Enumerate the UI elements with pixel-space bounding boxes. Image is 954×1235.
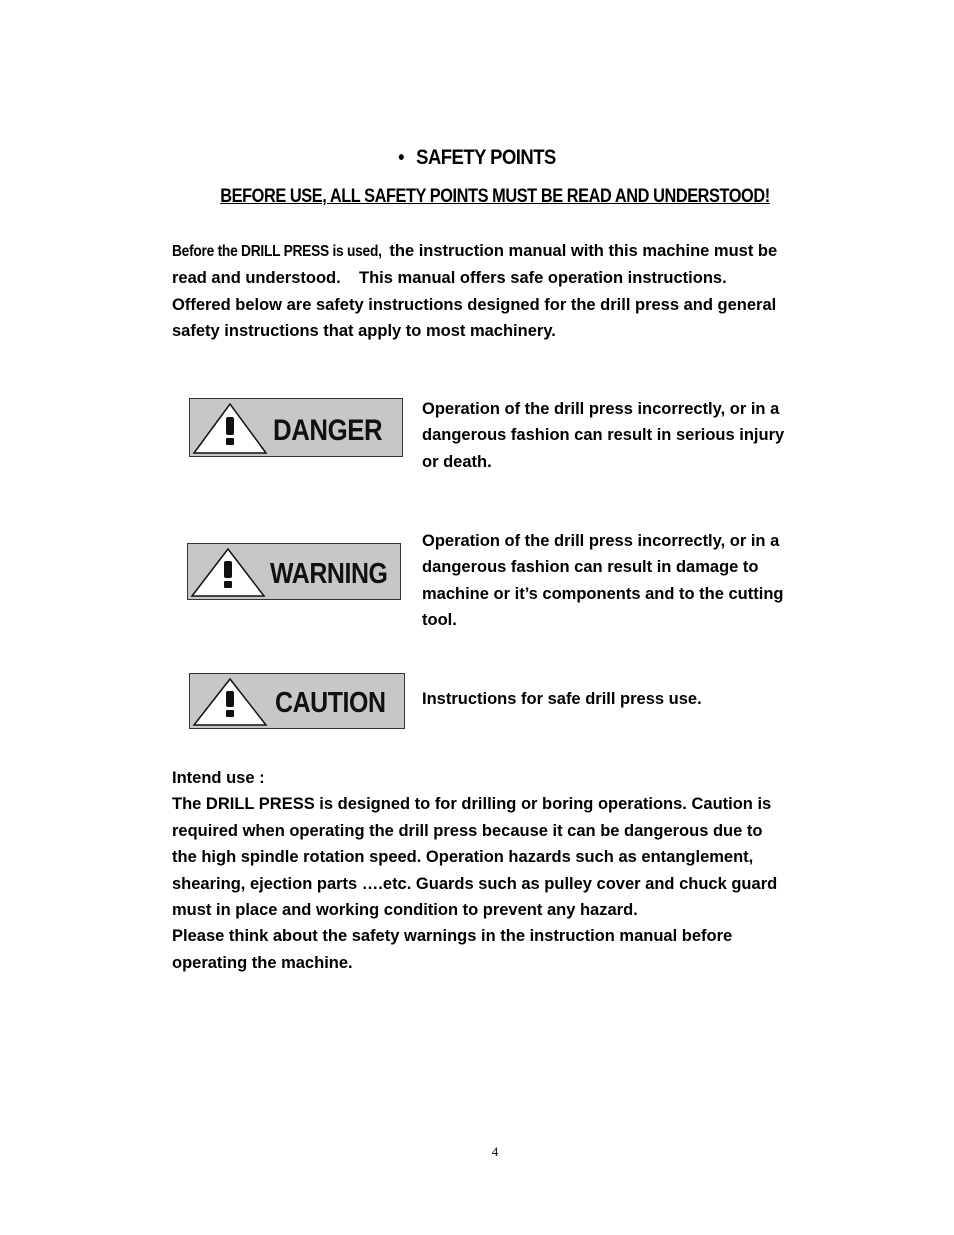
intend-use-line-1: The DRILL PRESS is designed to for drilling or boring operations. Caution is (172, 795, 772, 814)
intend-use-section (172, 765, 777, 976)
warning-label: WARNING (270, 558, 388, 590)
intro-lead: Before the DRILL PRESS is used, (172, 243, 382, 260)
danger-label: DANGER (273, 414, 383, 447)
intend-use-line-6: Please think about the safety warnings in the instruction manual before (172, 927, 733, 946)
intend-use-line-5: must in place and working condition to prevent any hazard. (172, 901, 638, 920)
intro-line-1 (172, 238, 777, 265)
intend-use-line-2: required when operating the drill press because it can be dangerous due to (172, 821, 763, 840)
danger-line-3: or death. (422, 452, 492, 471)
section-subtitle: BEFORE USE, ALL SAFETY POINTS MUST BE READ AND UNDERSTOOD! (220, 186, 770, 207)
danger-sign (189, 398, 403, 457)
warning-description (422, 528, 784, 634)
danger-description (422, 396, 784, 475)
warning-line-1: Operation of the drill press incorrectly, or in a (422, 532, 780, 550)
page-number: 4 (491, 1144, 499, 1159)
warning-sign (187, 543, 401, 600)
caution-sign (189, 673, 405, 729)
intend-use-line-7: operating the machine. (172, 953, 353, 972)
caution-description (422, 686, 702, 712)
bullet: • (398, 147, 404, 169)
intro-line-4: safety instructions that apply to most machinery. (172, 322, 556, 341)
intend-use-heading: Intend use : (172, 769, 265, 787)
danger-line-2: dangerous fashion can result in serious injury (422, 426, 785, 445)
intend-use-line-4: shearing, ejection parts ….etc. Guards such as pulley cover and chuck guard (172, 874, 778, 893)
intro-line-1-rest: the instruction manual with this machine must be (384, 242, 778, 260)
intro-paragraph (172, 238, 777, 345)
caution-line-1: Instructions for safe drill press use. (422, 690, 702, 708)
intro-line-3: Offered below are safety instructions designed for the drill press and general (172, 295, 777, 314)
warning-line-2: dangerous fashion can result in damage to (422, 558, 759, 577)
caution-label: CAUTION (275, 687, 386, 719)
intro-line-2: read and understood. This manual offers safe operation instructions. (172, 269, 727, 288)
warning-line-3: machine or it’s components and to the cutting (422, 584, 784, 603)
intend-use-line-3: the high spindle rotation speed. Operation hazards such as entanglement, (172, 848, 754, 867)
warning-line-4: tool. (422, 611, 457, 630)
section-title (57, 146, 897, 170)
danger-line-1: Operation of the drill press incorrectly, or in a (422, 400, 780, 418)
section-title-text: SAFETY POINTS (416, 146, 556, 169)
